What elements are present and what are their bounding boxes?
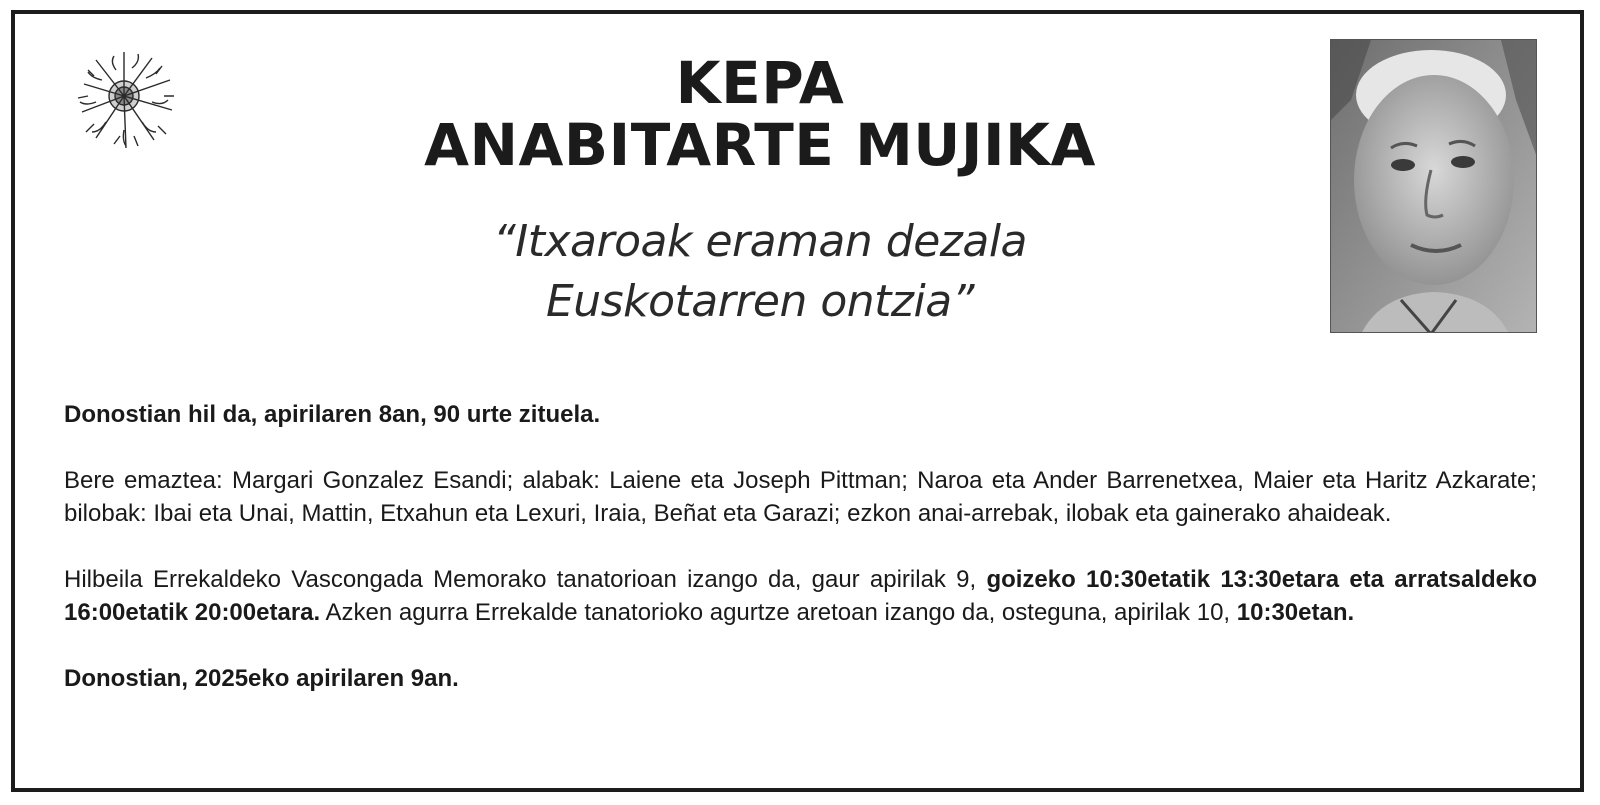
death-notice: Donostian hil da, apirilaren 8an, 90 urte zituela. bbox=[64, 401, 601, 428]
farewell-time: 10:30etan. bbox=[1236, 599, 1355, 626]
dateline: Donostian, 2025eko apirilaren 9an. bbox=[64, 665, 459, 692]
first-name: KEPA bbox=[675, 49, 845, 117]
surname: ANABITARTE MUJIKA bbox=[424, 111, 1096, 179]
farewell-intro: Azken agurra Errekalde tanatorioko agurtze aretoan izango da, osteguna, apirilak 10, bbox=[320, 599, 1237, 626]
quote-line-1: “Itxaroak eraman dezala bbox=[492, 216, 1028, 267]
wake-hours: goizeko 10:30etatik 13:30etara eta arratsaldeko 16:00etatik 20:00etara. bbox=[64, 566, 1537, 626]
wake-intro: Hilbeila Errekaldeko Vascongada Memorako tanatorioan izango da, gaur apirilak 9, bbox=[64, 566, 987, 593]
deceased-name bbox=[300, 49, 1220, 179]
obituary-body bbox=[64, 398, 1537, 728]
quote-line-2: Euskotarren ontzia” bbox=[546, 276, 974, 327]
thistle-flower-icon bbox=[66, 40, 188, 156]
family-list: Bere emaztea: Margari Gonzalez Esandi; alabak: Laiene eta Joseph Pittman; Naroa eta Ander Barrenetxea, Maier eta Haritz Azkarate; bilobak: Ibai eta Unai, Mattin, Etxahun eta Lexuri, Iraia, Beñat eta Garazi; ezkon anai-arrebak, ilobak eta gainerako ahaideak. bbox=[64, 467, 1537, 527]
portrait-photo bbox=[1330, 39, 1537, 333]
wake-and-farewell bbox=[64, 563, 1537, 629]
portrait-image bbox=[1331, 40, 1537, 333]
epitaph-quote bbox=[300, 212, 1220, 332]
